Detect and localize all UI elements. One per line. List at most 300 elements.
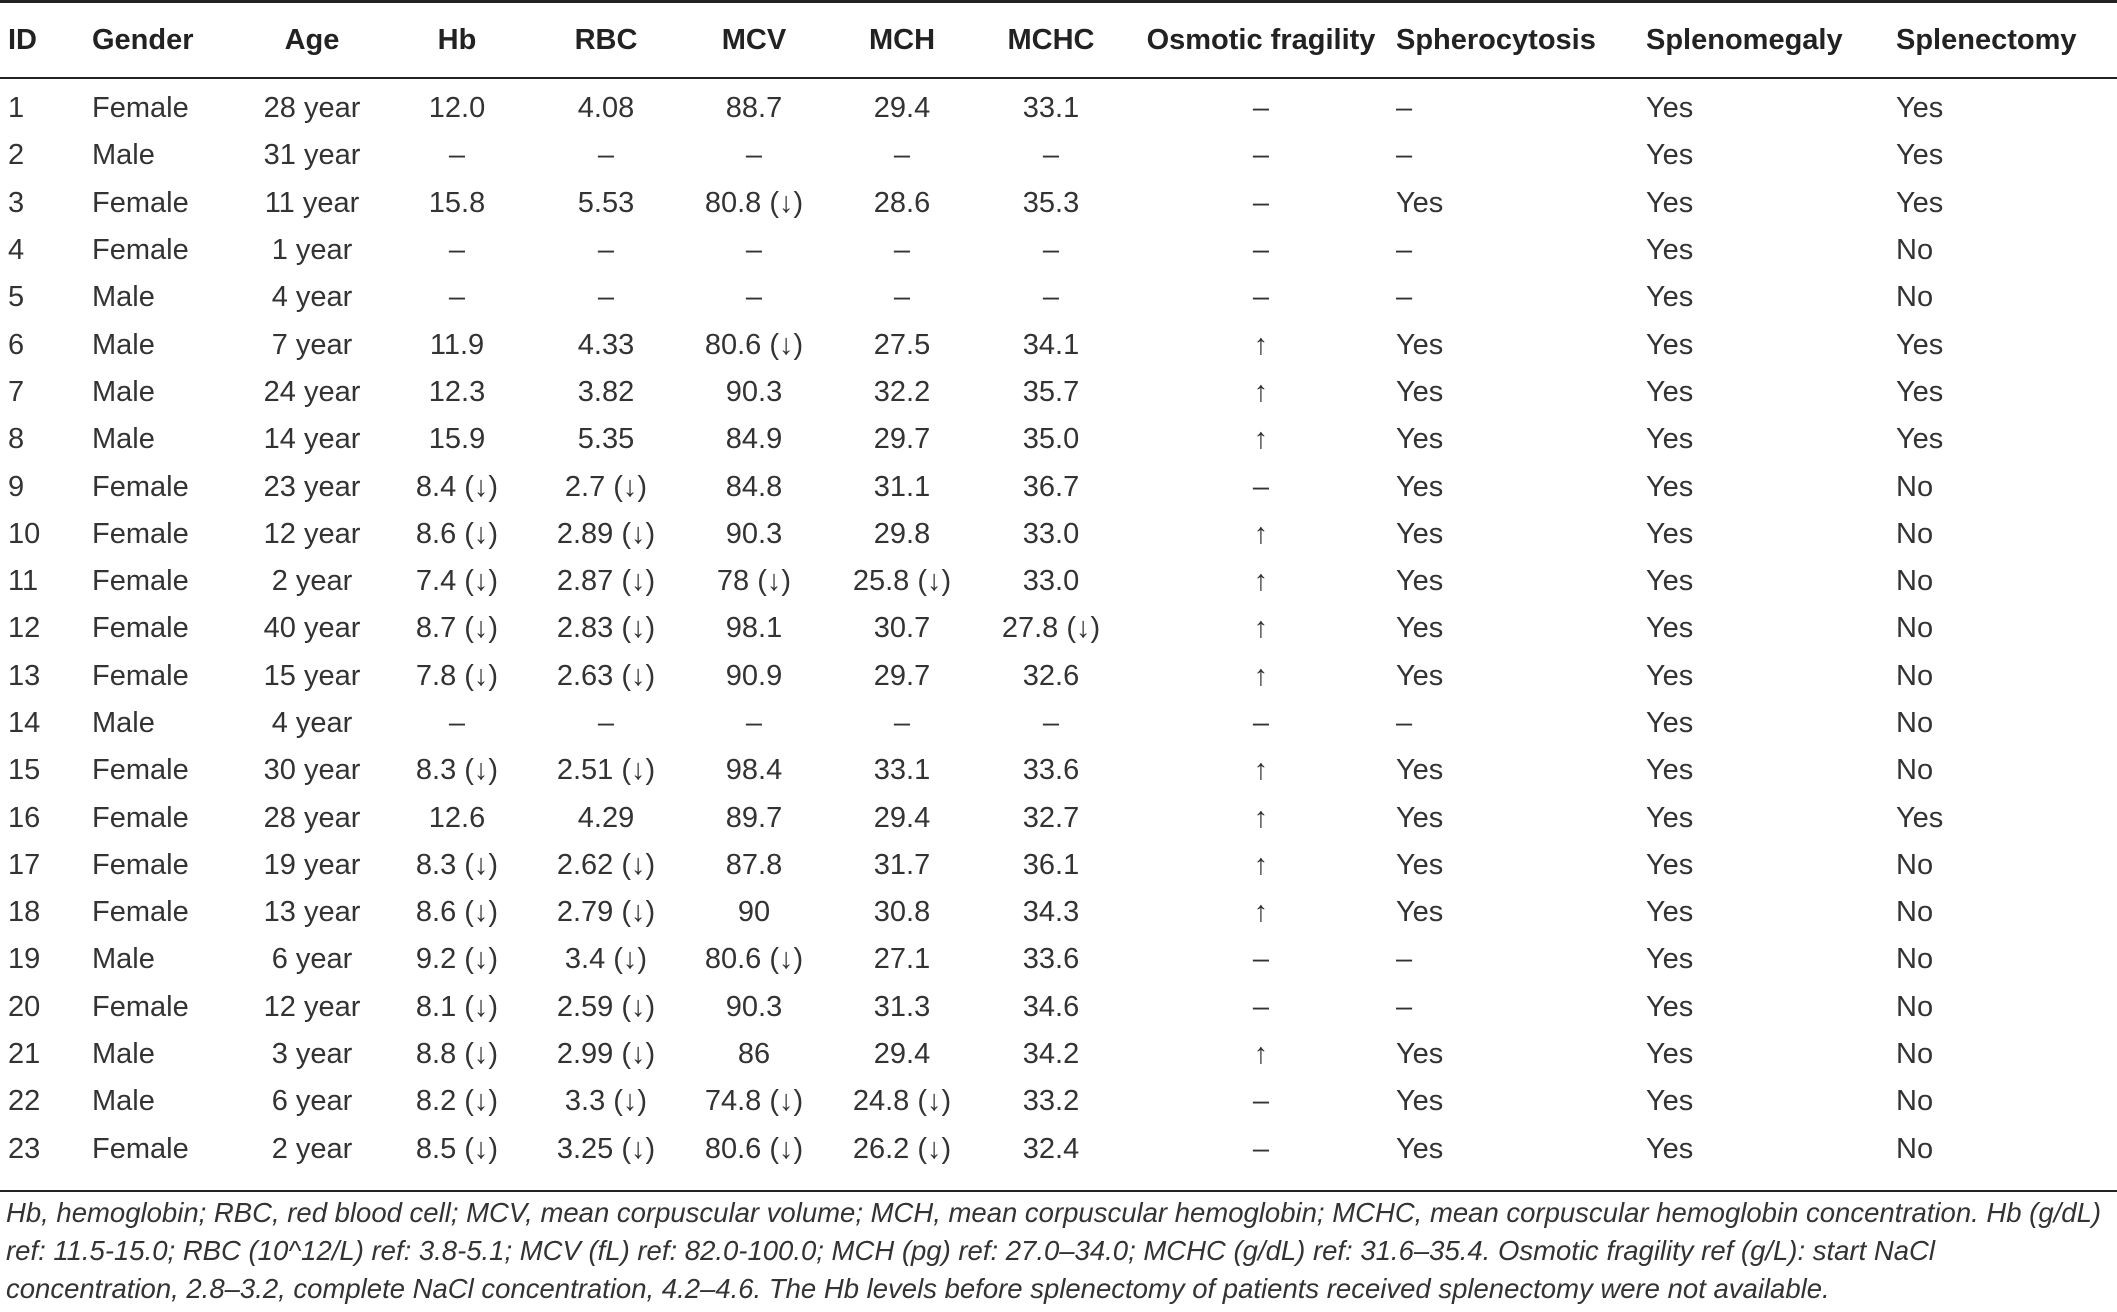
table-footnote: Hb, hemoglobin; RBC, red blood cell; MCV, mean corpuscular volume; MCH, mean corpuscular hemoglobin; MCHC, mean corpuscular hemoglobin concentration. Hb (g/dL) ref: 11.5-15.0; RBC (10^12/L) ref: 3.8-5.1; MCV (fL) ref: 82.0-100.0; MCH (pg) ref: 27.0–34.0; MCHC (g/dL) ref: 31.6–35.4. Osmotic fragility ref (g/L): start NaCl concentration, 2.8–3.2, complete NaCl concentration, 4.2–4.6. The Hb levels before splenectomy of patients received splenectomy were not available. (6, 1197, 2102, 1304)
cell-osmotic-fragility: ↑ (1253, 612, 1269, 645)
cell-id: 18 (8, 896, 41, 929)
cell-mchc: 32.6 (1022, 659, 1080, 692)
cell-gender: Male (92, 375, 155, 408)
cell-hb: – (448, 707, 466, 739)
cell-gender: Female (92, 92, 189, 125)
cell-mcv: 90.3 (725, 375, 783, 408)
cell-splenomegaly: Yes (1646, 990, 1694, 1023)
cell-osmotic-fragility: ↑ (1253, 896, 1269, 929)
cell-osmotic-fragility: ↑ (1253, 517, 1269, 550)
cell-hb: 8.5 (↓) (415, 1132, 499, 1165)
cell-mcv: 84.8 (725, 470, 783, 503)
cell-spherocytosis: Yes (1396, 754, 1444, 787)
cell-splenectomy: Yes (1896, 92, 1944, 125)
cell-age: 23 year (263, 470, 361, 503)
cell-spherocytosis: Yes (1396, 896, 1444, 929)
cell-id: 16 (8, 801, 41, 834)
cell-age: 3 year (271, 1038, 353, 1071)
cell-age: 31 year (263, 139, 361, 172)
cell-mch: 26.2 (↓) (852, 1132, 952, 1165)
cell-mch: – (893, 234, 911, 267)
cell-mcv: 86 (737, 1038, 771, 1071)
cell-mcv: – (745, 139, 763, 172)
cell-rbc: 5.35 (577, 423, 635, 456)
cell-hb: 8.2 (↓) (415, 1085, 499, 1118)
cell-mch: 31.7 (873, 848, 931, 881)
cell-splenomegaly: Yes (1646, 375, 1694, 408)
cell-osmotic-fragility: – (1252, 707, 1270, 739)
cell-gender: Female (92, 848, 189, 881)
table-row (0, 180, 2117, 227)
cell-mch: 33.1 (873, 754, 931, 787)
cell-splenomegaly: Yes (1646, 281, 1694, 314)
cell-id: 5 (8, 281, 25, 314)
cell-gender: Male (92, 943, 155, 976)
column-header-rbc: RBC (532, 3, 680, 78)
cell-spherocytosis: – (1396, 139, 1413, 172)
table-row (0, 416, 2117, 463)
cell-osmotic-fragility: – (1252, 186, 1270, 219)
cell-hb: 7.4 (↓) (415, 565, 499, 598)
cell-age: 6 year (271, 1085, 353, 1118)
cell-splenomegaly: Yes (1646, 1085, 1694, 1118)
column-header-splenomegaly: Splenomegaly (1646, 3, 1896, 78)
cell-splenectomy: No (1896, 1038, 1934, 1071)
cell-age: 1 year (271, 234, 353, 267)
cell-mchc: 33.2 (1022, 1085, 1080, 1118)
cell-mch: 29.4 (873, 1038, 931, 1071)
cell-mch: 30.8 (873, 896, 931, 929)
table-body (0, 78, 2117, 1173)
cell-gender: Female (92, 801, 189, 834)
table-row (0, 227, 2117, 274)
cell-gender: Male (92, 707, 155, 739)
cell-rbc: 2.83 (↓) (556, 612, 656, 645)
cell-gender: Female (92, 517, 189, 550)
cell-spherocytosis: Yes (1396, 801, 1444, 834)
cell-spherocytosis: – (1396, 943, 1413, 976)
cell-id: 1 (8, 92, 25, 125)
cell-spherocytosis: Yes (1396, 1085, 1444, 1118)
cell-id: 14 (8, 707, 41, 739)
table-row (0, 274, 2117, 321)
cell-rbc: 3.4 (↓) (564, 943, 648, 976)
cell-hb: 8.3 (↓) (415, 848, 499, 881)
cell-spherocytosis: – (1396, 990, 1413, 1023)
cell-gender: Male (92, 1085, 155, 1118)
cell-id: 2 (8, 139, 25, 172)
cell-splenectomy: No (1896, 896, 1934, 929)
table-row (0, 747, 2117, 794)
cell-spherocytosis: – (1396, 234, 1413, 267)
cell-id: 21 (8, 1038, 41, 1071)
cell-id: 8 (8, 423, 25, 456)
cell-id: 9 (8, 470, 25, 503)
cell-id: 4 (8, 234, 25, 267)
cell-hb: 8.4 (↓) (415, 470, 499, 503)
cell-spherocytosis: Yes (1396, 659, 1444, 692)
cell-mcv: 80.8 (↓) (704, 186, 804, 219)
cell-gender: Male (92, 328, 155, 361)
cell-age: 28 year (263, 92, 361, 125)
cell-splenectomy: No (1896, 517, 1934, 550)
cell-hb: 9.2 (↓) (415, 943, 499, 976)
cell-mch: 29.7 (873, 423, 931, 456)
cell-mchc: 35.0 (1022, 423, 1080, 456)
cell-hb: 15.9 (428, 423, 486, 456)
column-header-splenectomy: Splenectomy (1896, 3, 2117, 78)
cell-gender: Female (92, 234, 189, 267)
cell-gender: Male (92, 281, 155, 314)
cell-rbc: 3.82 (577, 375, 635, 408)
cell-splenomegaly: Yes (1646, 470, 1694, 503)
cell-age: 30 year (263, 754, 361, 787)
table-bottom-rule (0, 1190, 2117, 1192)
cell-mchc: – (1042, 234, 1060, 267)
cell-osmotic-fragility: ↑ (1253, 801, 1269, 834)
cell-spherocytosis: Yes (1396, 328, 1444, 361)
cell-splenomegaly: Yes (1646, 943, 1694, 976)
cell-rbc: – (597, 281, 615, 314)
cell-rbc: 2.7 (↓) (564, 470, 648, 503)
cell-rbc: 2.89 (↓) (556, 517, 656, 550)
cell-mchc: 33.0 (1022, 517, 1080, 550)
cell-rbc: 2.87 (↓) (556, 565, 656, 598)
cell-mchc: 33.0 (1022, 565, 1080, 598)
cell-hb: 12.3 (428, 375, 486, 408)
cell-mchc: – (1042, 139, 1060, 172)
cell-mchc: 27.8 (↓) (1001, 612, 1101, 645)
cell-rbc: 3.25 (↓) (556, 1132, 656, 1165)
cell-splenectomy: No (1896, 754, 1934, 787)
header-row (0, 3, 2117, 78)
cell-gender: Female (92, 1132, 189, 1165)
cell-mch: 24.8 (↓) (852, 1085, 952, 1118)
cell-splenectomy: No (1896, 234, 1934, 267)
cell-spherocytosis: Yes (1396, 1038, 1444, 1071)
cell-mchc: – (1042, 707, 1060, 739)
cell-rbc: 5.53 (577, 186, 635, 219)
cell-spherocytosis: Yes (1396, 612, 1444, 645)
table-row (0, 889, 2117, 936)
cell-hb: 8.7 (↓) (415, 612, 499, 645)
cell-splenectomy: Yes (1896, 139, 1944, 172)
cell-mch: 31.3 (873, 990, 931, 1023)
cell-mchc: 34.6 (1022, 990, 1080, 1023)
cell-hb: 12.0 (428, 92, 486, 125)
cell-gender: Female (92, 565, 189, 598)
cell-rbc: 4.29 (577, 801, 635, 834)
cell-age: 40 year (263, 612, 361, 645)
cell-id: 12 (8, 612, 41, 645)
cell-id: 3 (8, 186, 25, 219)
cell-hb: 8.6 (↓) (415, 517, 499, 550)
cell-spherocytosis: Yes (1396, 848, 1444, 881)
cell-mch: 32.2 (873, 375, 931, 408)
table-row (0, 653, 2117, 700)
cell-mcv: 88.7 (725, 92, 783, 125)
cell-mch: 29.7 (873, 659, 931, 692)
cell-age: 13 year (263, 896, 361, 929)
cell-osmotic-fragility: – (1252, 92, 1270, 125)
cell-osmotic-fragility: – (1252, 234, 1270, 267)
cell-splenectomy: No (1896, 281, 1934, 314)
cell-gender: Female (92, 754, 189, 787)
cell-gender: Male (92, 1038, 155, 1071)
cell-hb: – (448, 281, 466, 314)
cell-splenomegaly: Yes (1646, 92, 1694, 125)
table-row (0, 321, 2117, 368)
column-header-mcv: MCV (680, 3, 828, 78)
cell-mcv: 80.6 (↓) (704, 328, 804, 361)
cell-id: 11 (8, 565, 39, 598)
cell-splenectomy: No (1896, 470, 1934, 503)
cell-rbc: – (597, 139, 615, 172)
cell-splenomegaly: Yes (1646, 848, 1694, 881)
column-header-gender: Gender (92, 3, 242, 78)
cell-age: 15 year (263, 659, 361, 692)
cell-mcv: – (745, 281, 763, 314)
cell-splenomegaly: Yes (1646, 328, 1694, 361)
cell-age: 4 year (271, 707, 353, 739)
cell-hb: 15.8 (428, 186, 486, 219)
cell-osmotic-fragility: – (1252, 470, 1270, 503)
cell-osmotic-fragility: ↑ (1253, 754, 1269, 787)
cell-mch: 29.4 (873, 92, 931, 125)
column-header-hb: Hb (382, 3, 532, 78)
cell-mch: – (893, 281, 911, 314)
cell-splenomegaly: Yes (1646, 1132, 1694, 1165)
cell-mchc: 36.1 (1022, 848, 1080, 881)
cell-age: 28 year (263, 801, 361, 834)
cell-gender: Female (92, 990, 189, 1023)
table-row (0, 700, 2117, 747)
cell-gender: Female (92, 896, 189, 929)
table-row (0, 511, 2117, 558)
cell-age: 2 year (271, 1132, 353, 1165)
cell-mchc: – (1042, 281, 1060, 314)
cell-age: 12 year (263, 517, 361, 550)
cell-rbc: 3.3 (↓) (564, 1085, 648, 1118)
cell-osmotic-fragility: ↑ (1253, 328, 1269, 361)
cell-id: 23 (8, 1132, 41, 1165)
cell-id: 7 (8, 375, 25, 408)
cell-rbc: 2.59 (↓) (556, 990, 656, 1023)
cell-age: 11 year (264, 186, 360, 219)
table-row (0, 605, 2117, 652)
table-row (0, 1126, 2117, 1173)
cell-mchc: 34.2 (1022, 1038, 1080, 1071)
cell-gender: Female (92, 612, 189, 645)
cell-mchc: 36.7 (1022, 470, 1080, 503)
cell-id: 13 (8, 659, 41, 692)
cell-osmotic-fragility: – (1252, 281, 1270, 314)
cell-age: 24 year (263, 375, 361, 408)
cell-age: 4 year (271, 281, 353, 314)
cell-mch: 29.4 (873, 801, 931, 834)
cell-spherocytosis: Yes (1396, 1132, 1444, 1165)
cell-rbc: – (597, 707, 615, 739)
cell-splenectomy: No (1896, 612, 1934, 645)
cell-mch: 28.6 (873, 186, 931, 219)
table-row (0, 558, 2117, 605)
cell-id: 15 (8, 754, 41, 787)
cell-spherocytosis: – (1396, 92, 1413, 125)
column-header-osmotic-fragility: Osmotic fragility (1126, 3, 1396, 78)
cell-id: 19 (8, 943, 41, 976)
column-header-spherocytosis: Spherocytosis (1396, 3, 1646, 78)
cell-rbc: 4.33 (577, 328, 635, 361)
cell-rbc: 2.63 (↓) (556, 659, 656, 692)
table-row (0, 369, 2117, 416)
cell-splenectomy: No (1896, 707, 1934, 739)
cell-rbc: 4.08 (577, 92, 635, 125)
table-row (0, 936, 2117, 983)
cell-mcv: 80.6 (↓) (704, 1132, 804, 1165)
cell-spherocytosis: Yes (1396, 565, 1444, 598)
cell-rbc: – (597, 234, 615, 267)
patient-data-table (0, 3, 2117, 1173)
cell-osmotic-fragility: ↑ (1253, 848, 1269, 881)
cell-gender: Female (92, 186, 189, 219)
cell-age: 14 year (263, 423, 361, 456)
cell-mcv: 74.8 (↓) (704, 1085, 804, 1118)
cell-splenectomy: No (1896, 1132, 1934, 1165)
cell-osmotic-fragility: ↑ (1253, 565, 1269, 598)
cell-splenomegaly: Yes (1646, 139, 1694, 172)
cell-mch: 27.1 (873, 943, 931, 976)
cell-splenomegaly: Yes (1646, 707, 1694, 739)
cell-splenectomy: Yes (1896, 423, 1944, 456)
cell-osmotic-fragility: – (1252, 1085, 1270, 1118)
cell-hb: 8.6 (↓) (415, 896, 499, 929)
cell-splenectomy: Yes (1896, 801, 1944, 834)
cell-mch: – (893, 707, 911, 739)
cell-id: 22 (8, 1085, 41, 1118)
cell-osmotic-fragility: – (1252, 943, 1270, 976)
cell-mcv: 80.6 (↓) (704, 943, 804, 976)
table-row (0, 463, 2117, 510)
cell-hb: 11.9 (429, 328, 485, 361)
column-header-age: Age (242, 3, 382, 78)
cell-spherocytosis: Yes (1396, 186, 1444, 219)
cell-spherocytosis: – (1396, 707, 1413, 739)
cell-osmotic-fragility: – (1252, 990, 1270, 1023)
cell-hb: 8.3 (↓) (415, 754, 499, 787)
column-header-mchc: MCHC (976, 3, 1126, 78)
cell-gender: Female (92, 470, 189, 503)
cell-mch: 27.5 (873, 328, 931, 361)
cell-hb: – (448, 139, 466, 172)
cell-id: 17 (8, 848, 41, 881)
cell-spherocytosis: Yes (1396, 375, 1444, 408)
cell-mchc: 34.1 (1022, 328, 1080, 361)
cell-splenomegaly: Yes (1646, 1038, 1694, 1071)
table-row (0, 984, 2117, 1031)
cell-splenomegaly: Yes (1646, 234, 1694, 267)
cell-hb: 8.1 (↓) (415, 990, 499, 1023)
cell-osmotic-fragility: ↑ (1253, 1038, 1269, 1071)
cell-splenomegaly: Yes (1646, 423, 1694, 456)
cell-age: 6 year (271, 943, 353, 976)
cell-age: 2 year (271, 565, 353, 598)
cell-mcv: 87.8 (725, 848, 783, 881)
cell-rbc: 2.99 (↓) (556, 1038, 656, 1071)
cell-mcv: 90.9 (725, 659, 783, 692)
cell-splenomegaly: Yes (1646, 612, 1694, 645)
table-row (0, 794, 2117, 841)
cell-spherocytosis: – (1396, 281, 1413, 314)
table-row (0, 132, 2117, 179)
cell-splenectomy: Yes (1896, 375, 1944, 408)
cell-gender: Male (92, 139, 155, 172)
cell-mcv: 90.3 (725, 990, 783, 1023)
column-header-mch: MCH (828, 3, 976, 78)
cell-mcv: 78 (↓) (716, 565, 792, 598)
cell-splenectomy: No (1896, 565, 1934, 598)
cell-mcv: 98.1 (725, 612, 783, 645)
cell-mch: 25.8 (↓) (852, 565, 952, 598)
cell-spherocytosis: Yes (1396, 423, 1444, 456)
cell-splenectomy: No (1896, 990, 1934, 1023)
cell-mcv: 90.3 (725, 517, 783, 550)
cell-mcv: – (745, 234, 763, 267)
cell-rbc: 2.79 (↓) (556, 896, 656, 929)
cell-splenectomy: No (1896, 848, 1934, 881)
cell-mcv: 89.7 (725, 801, 783, 834)
cell-splenomegaly: Yes (1646, 565, 1694, 598)
cell-id: 20 (8, 990, 41, 1023)
cell-splenomegaly: Yes (1646, 659, 1694, 692)
cell-mcv: – (745, 707, 763, 739)
cell-splenomegaly: Yes (1646, 754, 1694, 787)
cell-spherocytosis: Yes (1396, 517, 1444, 550)
cell-mcv: 90 (737, 896, 771, 929)
column-header-id: ID (0, 3, 92, 78)
cell-mchc: 33.6 (1022, 754, 1080, 787)
cell-rbc: 2.51 (↓) (556, 754, 656, 787)
table-row (0, 1078, 2117, 1125)
cell-osmotic-fragility: – (1252, 139, 1270, 172)
cell-splenectomy: No (1896, 1085, 1934, 1118)
cell-splenectomy: No (1896, 659, 1934, 692)
cell-mch: – (893, 139, 911, 172)
cell-osmotic-fragility: ↑ (1253, 423, 1269, 456)
cell-osmotic-fragility: ↑ (1253, 375, 1269, 408)
cell-mchc: 35.7 (1022, 375, 1080, 408)
cell-splenomegaly: Yes (1646, 801, 1694, 834)
cell-osmotic-fragility: – (1252, 1132, 1270, 1165)
cell-hb: 8.8 (↓) (415, 1038, 499, 1071)
cell-splenectomy: Yes (1896, 186, 1944, 219)
cell-mcv: 84.9 (725, 423, 783, 456)
cell-spherocytosis: Yes (1396, 470, 1444, 503)
cell-rbc: 2.62 (↓) (556, 848, 656, 881)
cell-mcv: 98.4 (725, 754, 783, 787)
cell-gender: Female (92, 659, 189, 692)
cell-splenectomy: Yes (1896, 328, 1944, 361)
table-row (0, 1031, 2117, 1078)
cell-splenomegaly: Yes (1646, 517, 1694, 550)
cell-mchc: 33.6 (1022, 943, 1080, 976)
cell-mch: 31.1 (873, 470, 931, 503)
cell-splenomegaly: Yes (1646, 186, 1694, 219)
cell-splenectomy: No (1896, 943, 1934, 976)
cell-mch: 30.7 (873, 612, 931, 645)
cell-splenomegaly: Yes (1646, 896, 1694, 929)
cell-hb: – (448, 234, 466, 267)
cell-mchc: 34.3 (1022, 896, 1080, 929)
